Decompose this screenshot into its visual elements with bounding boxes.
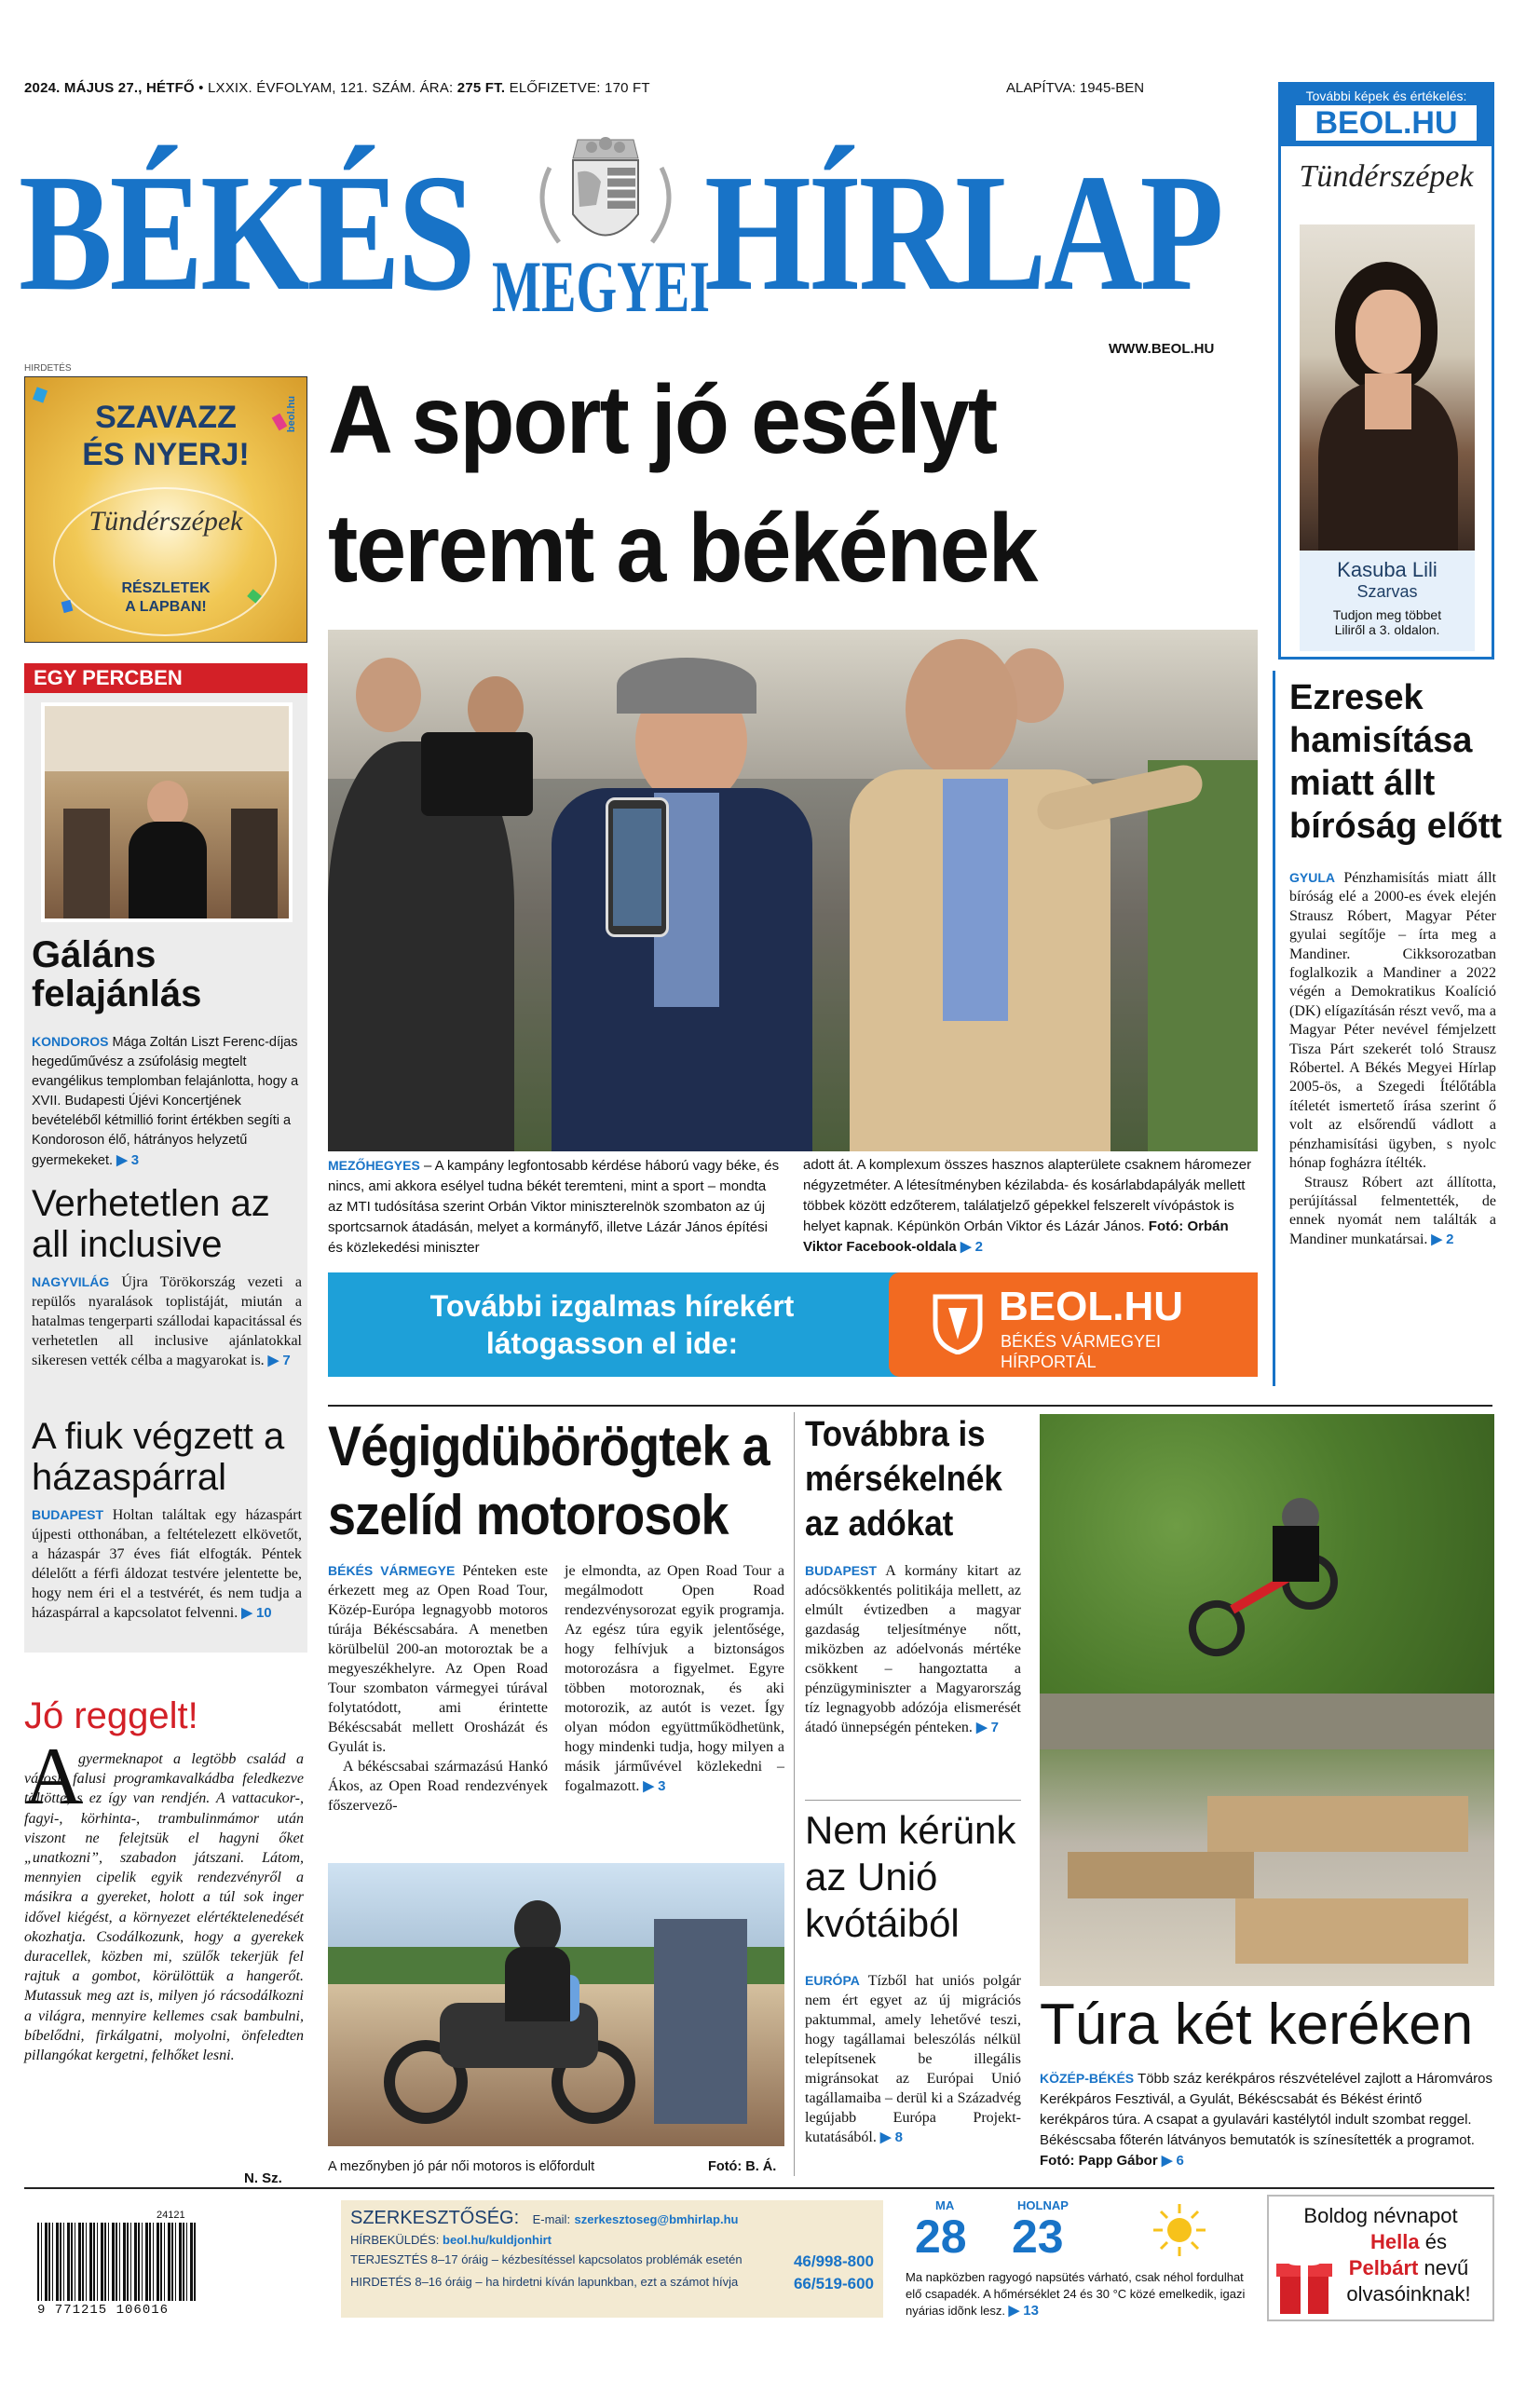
- motoros-page-link[interactable]: ▶ 3: [643, 1778, 666, 1794]
- unio-body: Tízből hat uniós polgár nem ért egyet az új migrációs paktummal, amely lehetővé teszi, hogy tagállamai beleszólás nélkül telepítsenek be illegális migránsokat az Európai Unió tagállamaiba – derül ki a Századvég legújabb Európa Projekt-kutatásából.: [805, 1973, 1021, 2145]
- galans-text: [32, 1032, 302, 1171]
- banner-text-1: További izgalmas hírekért: [429, 1289, 795, 1323]
- nameday-line-2: [1325, 2230, 1492, 2254]
- subscription-price: ELŐFIZETVE: 170 FT: [509, 80, 650, 96]
- promo-name: Kasuba Lili: [1337, 558, 1437, 581]
- motoros-text-a: [328, 1561, 548, 1816]
- tura-text: [1040, 2068, 1494, 2171]
- adok-location: BUDAPEST: [805, 1563, 878, 1578]
- tura-page: 6: [1176, 2153, 1184, 2169]
- lead-body-b: adott át. A komplexum összes hasznos alapterülete csaknem háromezer négyzetméter. A létesítményben kézilabda- és kosárlabdapályák mellett többek között edzőterem, találatjelző gépekkel felszerelt vívópástok is helyet kapnak. Képünkön Orbán Viktor és Lázár János.: [803, 1157, 1252, 1234]
- tip-row: [350, 2233, 874, 2247]
- banner-sub-2: HÍRPORTÁL: [1001, 1353, 1097, 1371]
- inclusive-title: Verhetetlen az all inclusive: [32, 1183, 270, 1265]
- adok-page-link[interactable]: ▶ 7: [975, 1720, 999, 1735]
- weather-box: [902, 2198, 1256, 2320]
- nameday-box: [1267, 2195, 1494, 2321]
- ad-script: Tündérszépek: [89, 506, 243, 537]
- motoros-credit: Fotó: B. Á.: [708, 2159, 777, 2174]
- lead-credit: Fotó: Orbán Viktor Facebook-oldala: [803, 1218, 1229, 1255]
- tomorrow-temp: 23: [1012, 2211, 1064, 2263]
- motoros-body-a2: A békéscsabai származású Hankó Ákos, az Open Road rendezvények főszervező-: [328, 1759, 548, 1814]
- promo-town: Szarvas: [1356, 582, 1418, 601]
- name-a: Hella: [1370, 2230, 1420, 2253]
- sun-icon: [1151, 2202, 1207, 2258]
- footer-rule: [24, 2187, 1494, 2189]
- ads-row: [350, 2275, 874, 2293]
- ezresek-page: 2: [1446, 1231, 1454, 1247]
- tomorrow-label: HOLNAP: [1017, 2198, 1069, 2212]
- inclusive-location: NAGYVILÁG: [32, 1274, 110, 1289]
- barcode-bars: [37, 2223, 198, 2301]
- lead-headline-2: teremt a békének: [328, 495, 1037, 603]
- fiuk-page-link[interactable]: ▶ 10: [241, 1605, 272, 1621]
- jo-reggelt-dropcap: A: [24, 1732, 84, 1822]
- jo-reggelt-body: gyermeknapot a legtöbb család a városi, falusi programkavalkádba feledkezve töltötte, s ez így van rendjén. A vattacukor-, fagyi-, körhinta-, trambulinmámor után viszont ne felejtsük el hagyni őket „unatkozni”, szabadon játszani. Látom, mennyien cipelik egyik rendezvényről a másikra a gyereket, holott a túl sok inger idővel kiégést, a környezet elértéktelenedését okozhatja. Csodálkozunk, hogy a gyerekek duracellek, közben mi, szülők tekerjük fel rajtuk a gombot, körülöttük a hangerőt. Mutassuk meg azt is, milyen jó rácsodálkozni a világra, mennyire kellemes csak bambulni, bíbelődni, firkálgatni, molyolni, önfeledten pillangókat kergetni, felhőket lesni.: [24, 1751, 304, 2064]
- ezresek-body-2: [1289, 1174, 1496, 1250]
- beol-banner[interactable]: [328, 1272, 1258, 1377]
- masthead-title-right: HÍRLAP: [704, 140, 1221, 325]
- galans-page-link[interactable]: ▶ 3: [116, 1152, 140, 1168]
- galans-body: Mága Zoltán Liszt Ferenc-díjas hegedűművész a zsúfolásig megtelt evangélikus templomban felajánlotta, hogy a XVII. Budapesti Újévi Koncertjének bevételéből kétmillió forint értékben segíti a Kondoroson élő, hátrányos helyzetű gyermekeket.: [32, 1035, 299, 1168]
- promo-name-box: [1300, 551, 1475, 651]
- weather-page-link[interactable]: ▶ 13: [1008, 2303, 1039, 2319]
- motoros-page: 3: [658, 1778, 666, 1794]
- portrait-photo: [1300, 224, 1475, 551]
- barcode: [37, 2210, 198, 2321]
- ad-line1: SZAVAZZ: [95, 400, 237, 435]
- dateline: 2024. MÁJUS 27., HÉTFŐ • LXXIX. ÉVFOLYAM, 121. SZÁM. ÁRA: 275 FT. ELŐFIZETVE: 170 FT: [24, 80, 650, 96]
- ezresek-body-2-text: Strausz Róbert azt állította, perújítással felmentették, de ennek nyomát nem találták a Mandiner munkatársai.: [1289, 1174, 1496, 1247]
- tura-body: Több száz kerékpáros részvételével zajlott a Háromváros Kerékpáros Fesztivál, a Gyulát, Békéscsabát és Békést érintő kerékpáros túra. A csapat a gyulavári kastélytól indult szombat reggel. Békéscsaba főterén látványos bemutatók is színesítették a programot.: [1040, 2071, 1493, 2148]
- tura-location: KÖZÉP-BÉKÉS: [1040, 2071, 1135, 2086]
- unio-location: EURÓPA: [805, 1973, 860, 1988]
- inclusive-body: Újra Törökország vezeti a repülős nyaralások toplistáját, miután a hatalmas tengerparti szállodai kapacitással és verhetetlen all inclusive ajánlatokkal sikeresen vették célba a magyarokat is.: [32, 1274, 303, 1368]
- col-rule-2: [794, 1412, 795, 2176]
- ad-line2: ÉS NYERJ!: [82, 437, 250, 472]
- ezresek-text: [1289, 868, 1496, 1249]
- unio-headline: Nem kérünk az Unió kvótáiból: [805, 1808, 1016, 1945]
- fiuk-location: BUDAPEST: [32, 1507, 104, 1522]
- promo-line: További képek és értékelés:: [1305, 88, 1467, 103]
- tura-credit: Fotó: Papp Gábor: [1040, 2153, 1158, 2169]
- nameday-nevu: nevű: [1424, 2256, 1469, 2279]
- ad-side-label: beol.hu: [286, 396, 297, 433]
- motoros-photo: [328, 1863, 784, 2146]
- lead-photo: [328, 630, 1258, 1151]
- banner-text-2: látogasson el ide:: [485, 1326, 739, 1360]
- inclusive-page: 7: [282, 1353, 291, 1368]
- weather-page: 13: [1023, 2303, 1039, 2319]
- email-link[interactable]: szerkesztoseg@bmhirlap.hu: [574, 2212, 739, 2226]
- editorial-label: SZERKESZTŐSÉG:: [350, 2208, 520, 2228]
- tura-page-link[interactable]: ▶ 6: [1161, 2153, 1184, 2169]
- lead-text-a: [328, 1155, 784, 1258]
- motoros-caption: A mezőnyben jó pár női motoros is előfordult: [328, 2159, 595, 2174]
- shield-icon: [932, 1293, 984, 1354]
- editorial-header: [350, 2208, 874, 2229]
- banner-sub-1: BÉKÉS VÁRMEGYEI: [1001, 1332, 1162, 1351]
- lead-page-link[interactable]: ▶ 2: [960, 1239, 983, 1255]
- tip-label: HÍRBEKÜLDÉS:: [350, 2233, 440, 2247]
- ezresek-title: Ezresek hamisítása miatt állt bíróság előtt: [1289, 678, 1503, 846]
- tura-headline: Túra két keréken: [1040, 1993, 1474, 2057]
- weather-text: [906, 2269, 1250, 2320]
- adok-headline: Továbbra is mérsékelnék az adókat: [805, 1415, 1002, 1544]
- jo-reggelt-author: N. Sz.: [244, 2170, 282, 2186]
- ads-text: HIRDETÉS 8–16 óráig – ha hirdetni kíván lapunkban, ezt a számot hívja: [350, 2275, 739, 2289]
- jo-reggelt-text: [24, 1749, 304, 2065]
- founded-label: ALAPÍTVA: 1945-BEN: [1006, 80, 1145, 96]
- barcode-number: 9 771215 106016: [37, 2303, 170, 2318]
- fiuk-title: A fiuk végzett a házaspárral: [32, 1416, 285, 1498]
- name-b: Pelbárt: [1348, 2256, 1419, 2279]
- website-link[interactable]: WWW.BEOL.HU: [1109, 341, 1215, 357]
- motoros-body-a: Pénteken este érkezett meg az Open Road Tour, Közép-Európa legnagyobb motoros túrája Békéscsabára. A menetben körülbelül 200-an motoroztak be a megyeszékhelyre. Az Open Road Tour szombaton vármegyei túrával folytatódott, ami érintette Békéscsabát mellett Orosházát és Gyulát is.: [328, 1563, 549, 1755]
- egy-percben-header: EGY PERCBEN: [24, 663, 307, 693]
- dist-row: [350, 2252, 874, 2271]
- promo-more: Tudjon meg többet: [1332, 607, 1442, 622]
- promo-site: BEOL.HU: [1296, 105, 1477, 141]
- promo-script: Tündérszépek: [1299, 159, 1474, 194]
- unio-page-link[interactable]: ▶ 8: [879, 2129, 903, 2145]
- nameday-and: és: [1424, 2230, 1447, 2253]
- ads-phone: 66/519-600: [793, 2275, 874, 2292]
- ad-details-2: A LAPBAN!: [125, 599, 207, 615]
- lead-page: 2: [974, 1239, 983, 1255]
- masthead-title-mid: MEGYEI: [492, 246, 711, 327]
- lead-body-a: – A kampány legfontosabb kérdése háború vagy béke, és nincs, ami akkora esélyel tudna békét teremteni, mint a sport – mondta az MTI tudósítása szerint Orbán Viktor miniszterelnök szombaton az új sportcsarnok átadásán, melyet a kormányfő, illetve Lázár János építési és közlekedési miniszter: [328, 1158, 780, 1256]
- ad-details-1: RÉSZLETEK: [121, 580, 211, 596]
- today-label: MA: [935, 2198, 955, 2212]
- motoros-headline: Végigdübörögtek a szelíd motorosok: [328, 1415, 770, 1546]
- inclusive-page-link[interactable]: ▶ 7: [267, 1353, 291, 1368]
- adok-page: 7: [990, 1720, 999, 1735]
- right-col-rule: [1273, 671, 1275, 1386]
- tura-photo: [1040, 1414, 1494, 1986]
- adok-rule: [805, 1800, 1021, 1801]
- galans-page: 3: [130, 1152, 140, 1168]
- nameday-line-1: Boldog névnapot: [1303, 2204, 1458, 2227]
- lead-headline-1: A sport jó esélyt: [328, 366, 997, 474]
- issue-info: LXXIX. ÉVFOLYAM, 121. SZÁM. ÁRA:: [207, 80, 454, 96]
- barcode-top-num: 24121: [157, 2210, 185, 2221]
- motoros-location: BÉKÉS VÁRMEGYE: [328, 1563, 456, 1578]
- today-temp: 28: [915, 2211, 967, 2263]
- weather-body: Ma napközben ragyogó napsütés várható, csak néhol fordulhat elő csapadék. A hőmérséklet 24 és 30 °C közé emelkedik, igazi nyárias idõnk lesz.: [906, 2270, 1246, 2318]
- section-rule: [328, 1405, 1492, 1407]
- galans-title: Gáláns felajánlás: [32, 934, 202, 1014]
- banner-site: BEOL.HU: [999, 1284, 1183, 1329]
- promo-header: [1281, 85, 1492, 146]
- ad-box[interactable]: [24, 376, 307, 643]
- editorial-box: [341, 2200, 883, 2318]
- motoros-text-b: [565, 1561, 784, 1796]
- price: 275 FT.: [456, 80, 506, 96]
- adok-body: A kormány kitart az adócsökkentés politikája mellett, az elmúlt évtizedben a magyar gazdaság teljesítménye nőtt, miközben az adóelvonás mértéke csökkent – hangoztatta a pénzügyminiszter a Magyarország tíz legnagyobb adózója elismerését átadó ünnepségén pénteken.: [805, 1563, 1021, 1735]
- nameday-line-3: [1325, 2256, 1492, 2280]
- unio-text: [805, 1971, 1021, 2147]
- date: 2024. MÁJUS 27., HÉTFŐ: [24, 80, 195, 96]
- galans-photo: [41, 702, 293, 922]
- ezresek-body: Pénzhamisítás miatt állt bíróság elé a 2000-es évek elején Strausz Róbert, Magyar Péter gyulai segítője – írta meg a Mandiner. Cikksorozatban foglalkozik a Mandiner a 2022 végén a Demokratikus Koalíció (DK) elígazításán részt vevő, ma a Magyar Péter nevével fémjelzett Tisza Párt szekerét toló Strausz Róbertel. A Békés Megyei Hírlap 2005-ös, a Szegedi Ítélőtábla ítéletét ismertető írása szerint ő volt az elsőrendű vádlott a pénzhamisítási ügyben, s nyolc hónap fogházra ítélték.: [1289, 870, 1497, 1172]
- nameday-line-4: olvasóinknak!: [1346, 2282, 1471, 2306]
- jo-reggelt-title: Jó reggelt!: [24, 1695, 198, 1736]
- dist-phone: 46/998-800: [793, 2252, 874, 2270]
- masthead-title-left: BÉKÉS: [19, 140, 473, 325]
- promo-box[interactable]: [1278, 82, 1494, 660]
- adok-text: [805, 1561, 1021, 1737]
- tip-link[interactable]: beol.hu/kuldjonhirt: [443, 2233, 552, 2247]
- ad-label: HIRDETÉS: [24, 363, 72, 374]
- galans-location: KONDOROS: [32, 1034, 109, 1049]
- promo-more-2: Liliről a 3. oldalon.: [1334, 622, 1440, 637]
- inclusive-text: [32, 1272, 302, 1370]
- motoros-body-b: je elmondta, az Open Road Tour a megálmodott Open Road rendezvénysorozat egyik programja. Az egész túra egyik jelentősége, hogy felhívjuk a biztonságos motorozásra a figyelmet. Egyre többen motoroznak, és aki motorozik, az autót is vezet. Így olyan módon együttműködhetünk, hogy mindenki tudja, hogy milyen a másik járművével közlekedni – fogalmazott.: [565, 1563, 784, 1794]
- ezresek-page-link[interactable]: ▶ 2: [1431, 1231, 1454, 1247]
- email-label: E-mail:: [532, 2212, 571, 2226]
- ezresek-location: GYULA: [1289, 870, 1335, 885]
- lead-text-b: [803, 1155, 1258, 1258]
- unio-page: 8: [894, 2129, 903, 2145]
- lead-location: MEZŐHEGYES: [328, 1158, 420, 1173]
- fiuk-page: 10: [255, 1605, 272, 1621]
- dist-text: TERJESZTÉS 8–17 óráig – kézbesítéssel kapcsolatos problémák esetén: [350, 2252, 743, 2266]
- fiuk-body: Holtan találtak egy házaspárt újpesti otthonában, a feltételezett elkövetőt, a házaspár 37 éves fiát elfogták. Péntek délelőtt a férfi áldozat testvére jelentette be, hogy nem éri el a testvérét, és nem tudja a házaspárral a kapcsolatot felvenni.: [32, 1507, 303, 1621]
- fiuk-text: [32, 1505, 302, 1623]
